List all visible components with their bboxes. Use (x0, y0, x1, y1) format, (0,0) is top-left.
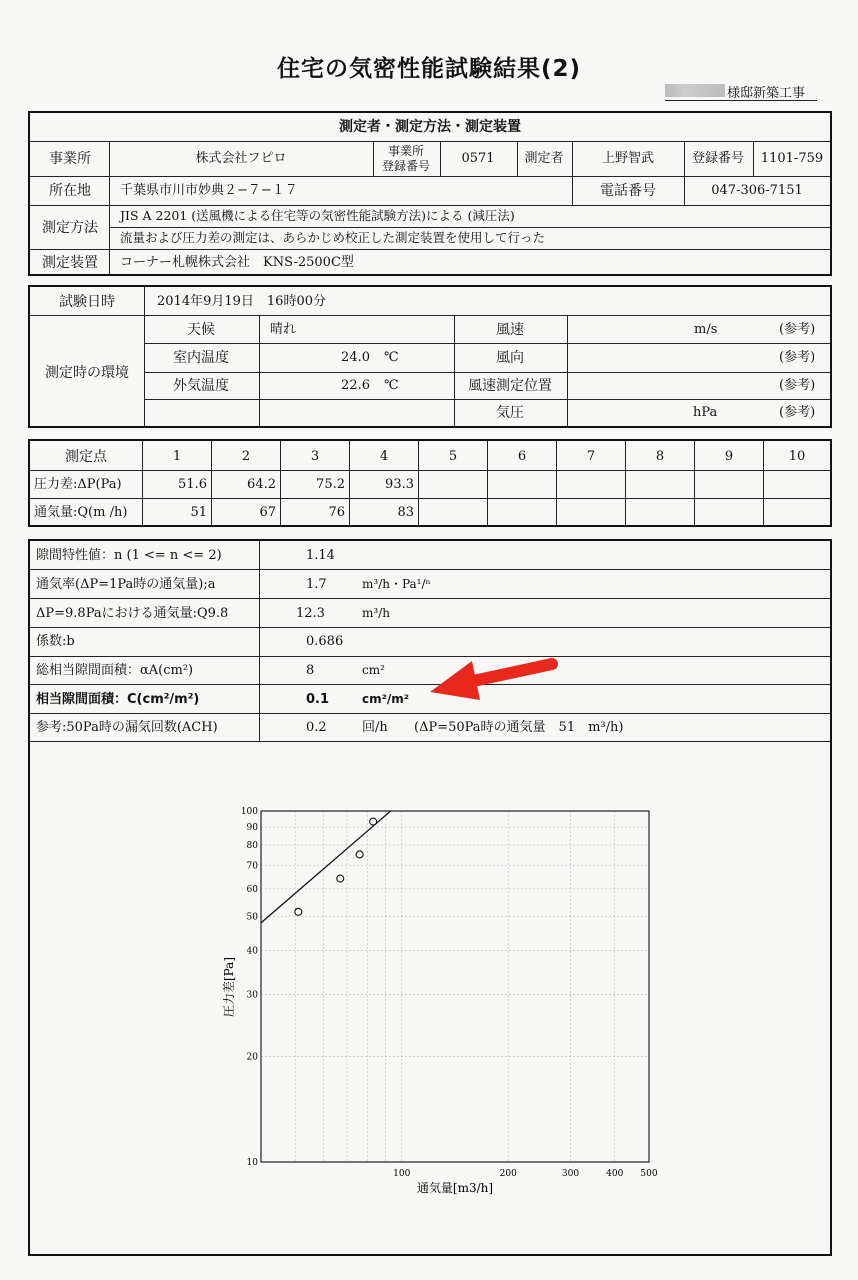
result-unit: m³/h (362, 606, 390, 620)
weather-value: 晴れ (270, 322, 297, 337)
data-point (337, 875, 344, 882)
pressure-label: 気圧 (496, 405, 524, 421)
result-value: 12.3 (296, 606, 325, 621)
dp-value: 93.3 (385, 477, 414, 492)
equivalent-leakage-area-label: 相当隙間面積：C(cm²/m²) (36, 692, 200, 707)
address-label: 所在地 (49, 183, 91, 199)
wind-speed-unit: m/s (694, 322, 718, 337)
q-value: 67 (259, 505, 276, 520)
x-tick-label: 100 (393, 1169, 411, 1179)
office-value: 株式会社フピロ (195, 151, 287, 166)
phone-value: 047-306-7151 (711, 183, 803, 198)
section1-header: 測定者・測定方法・測定装置 (339, 119, 521, 135)
plot-frame (261, 811, 649, 1162)
result-label: 係数:b (36, 634, 75, 649)
method-line-2: 流量および圧力差の測定は、あらかじめ校正した測定装置を使用して行った (120, 230, 546, 245)
result-label: 総相当隙間面積：αA(cm²) (36, 663, 194, 678)
result-label: ΔP=9.8Paにおける通気量:Q9.8 (36, 606, 229, 621)
result-label: 参考:50Pa時の漏気回数(ACH) (36, 720, 218, 735)
wind-position-label: 風速測定位置 (468, 378, 552, 394)
chart-grid (261, 811, 649, 1162)
tick-labels-group (241, 807, 658, 1179)
q-value: 76 (328, 505, 345, 520)
redacted-name (665, 84, 725, 97)
red-arrow-icon (428, 656, 560, 702)
weather-label: 天候 (187, 322, 215, 338)
x-tick-label: 200 (499, 1169, 517, 1179)
x-tick-label: 400 (606, 1169, 624, 1179)
q-value: 83 (397, 505, 414, 520)
indoor-temp-value: 24.0 (341, 350, 370, 365)
x-tick-label: 300 (561, 1169, 580, 1179)
point-header: 7 (586, 449, 596, 464)
result-value: 1.7 (306, 577, 327, 592)
y-tick-label: 20 (246, 1052, 258, 1063)
result-value: 1.14 (306, 548, 335, 563)
wind-direction-label: 風向 (496, 350, 524, 366)
wind-speed-ref: (参考) (779, 322, 816, 337)
section-measurer (28, 111, 832, 276)
method-label: 測定方法 (42, 220, 98, 236)
x-tick-label: 500 (640, 1169, 658, 1179)
wind-direction-ref: (参考) (779, 350, 816, 365)
y-tick-label: 100 (240, 807, 258, 817)
y-tick-label: 10 (246, 1158, 258, 1168)
date-value: 2014年9月19日 16時00分 (157, 294, 326, 309)
outdoor-temp-unit: ℃ (384, 378, 399, 393)
device-label: 測定装置 (42, 255, 98, 271)
point-header: 10 (788, 449, 806, 464)
result-label: 隙間特性値：n (1 <= n <= 2) (36, 548, 222, 563)
result-label: 通気率(ΔP=1Pa時の通気量);a (36, 577, 216, 592)
reg-value: 1101-759 (760, 151, 824, 166)
point-header: 6 (517, 449, 527, 464)
outdoor-temp-value: 22.6 (341, 378, 370, 393)
pressure-airflow-chart (200, 800, 670, 1200)
section-environment (28, 285, 832, 428)
outdoor-temp-label: 外気温度 (173, 378, 229, 394)
result-value: 0.2 (306, 720, 327, 735)
data-points-group (295, 818, 377, 915)
ach-note: (ΔP=50Pa時の通気量 51 m³/h) (414, 720, 624, 735)
env-label: 測定時の環境 (45, 365, 129, 381)
pressure-unit: hPa (693, 405, 718, 420)
result-unit: m³/h・Pa¹/ⁿ (362, 577, 431, 591)
fit-line (261, 811, 391, 923)
page-title: 住宅の気密性能試験結果(2) (276, 56, 582, 82)
point-header: 4 (379, 449, 389, 464)
wind-speed-label: 風速 (496, 322, 524, 338)
point-header: 5 (448, 449, 458, 464)
result-value: 0.686 (306, 634, 344, 649)
pressure-ref: (参考) (779, 405, 816, 420)
section-measurements (28, 439, 832, 527)
y-tick-label: 90 (246, 823, 258, 834)
measurer-value: 上野智武 (601, 151, 655, 166)
indoor-temp-unit: ℃ (384, 350, 399, 365)
dp-value: 75.2 (316, 477, 345, 492)
y-tick-label: 40 (246, 946, 258, 957)
reg-label: 登録番号 (691, 151, 745, 166)
y-tick-label: 80 (246, 841, 258, 852)
pressure-diff-label: 圧力差:ΔP(Pa) (34, 477, 122, 492)
data-point (356, 851, 363, 858)
point-header: 3 (310, 449, 320, 464)
x-axis-label: 通気量[m3/h] (416, 1181, 494, 1195)
y-tick-label: 60 (246, 884, 258, 895)
device-value: コーナー札幌株式会社 KNS-2500C型 (120, 255, 354, 270)
dp-value: 51.6 (178, 477, 207, 492)
indoor-temp-label: 室内温度 (173, 350, 229, 366)
fit-line-group (261, 811, 391, 923)
y-tick-label: 50 (246, 912, 258, 923)
office-reg-label-2: 登録番号 (381, 159, 431, 173)
result-unit: 回/h (362, 720, 388, 735)
point-header: 1 (172, 449, 182, 464)
q-value: 51 (190, 505, 207, 520)
office-reg-label-1: 事業所 (387, 144, 425, 158)
data-point (295, 908, 302, 915)
measurer-label: 測定者 (524, 151, 564, 166)
y-axis-label: 圧力差[Pa] (222, 956, 236, 1018)
client-suffix: 様邸新築工事 (727, 86, 806, 101)
equivalent-leakage-area-value: 0.1 (306, 692, 330, 707)
y-tick-label: 70 (246, 861, 258, 872)
method-line-1: JIS A 2201 (送風機による住宅等の気密性能試験方法)による (減圧法) (120, 208, 515, 223)
y-tick-label: 30 (246, 990, 258, 1001)
result-value: 8 (306, 663, 315, 678)
point-header: 8 (655, 449, 665, 464)
point-label: 測定点 (65, 449, 107, 465)
dp-value: 64.2 (247, 477, 276, 492)
wind-position-ref: (参考) (779, 378, 816, 393)
equivalent-leakage-area-unit: cm²/m² (362, 692, 410, 706)
airflow-label: 通気量:Q(m /h) (34, 505, 128, 520)
client-name (665, 82, 817, 101)
point-header: 2 (241, 449, 251, 464)
date-label: 試験日時 (59, 294, 115, 310)
data-point (370, 818, 377, 825)
office-reg-value: 0571 (461, 151, 495, 166)
office-label: 事業所 (49, 151, 91, 167)
address-value: 千葉県市川市妙典２−７−１７ (120, 183, 298, 198)
result-unit: cm² (362, 663, 385, 677)
phone-label: 電話番号 (600, 183, 656, 199)
point-header: 9 (724, 449, 734, 464)
